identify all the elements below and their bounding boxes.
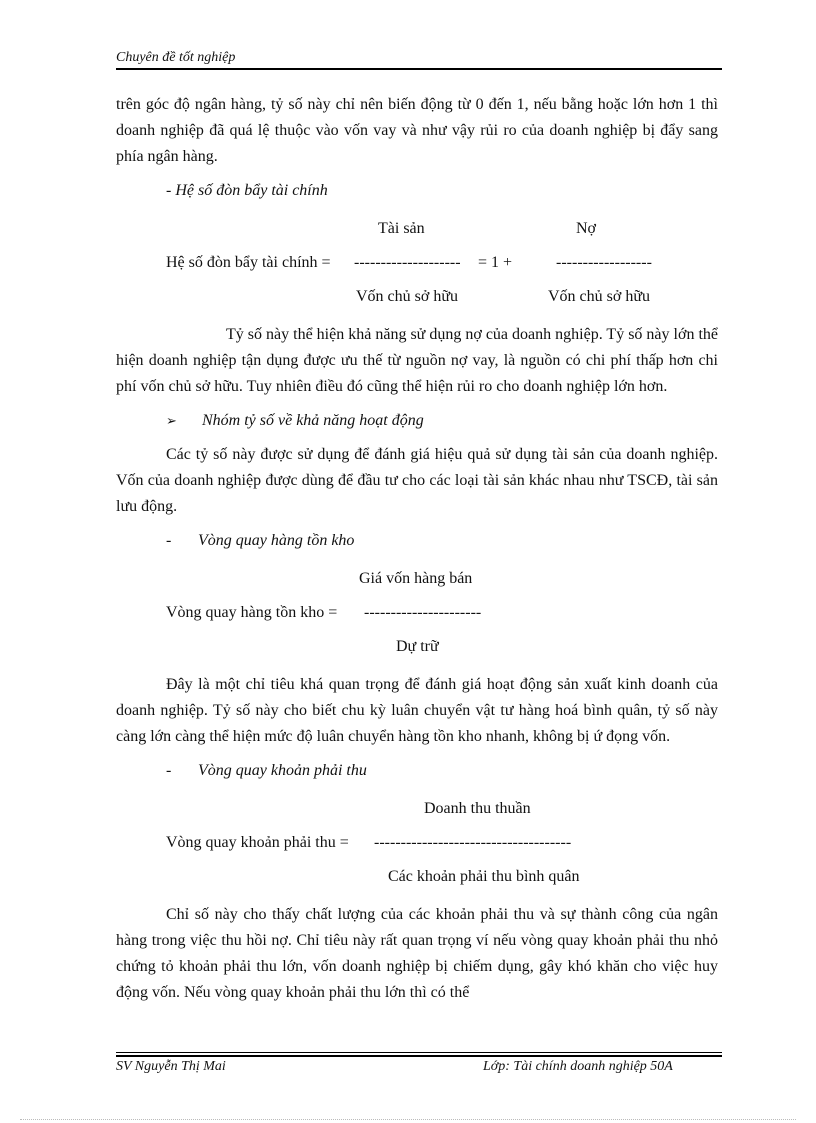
subheading-text: Vòng quay khoản phải thu: [198, 762, 367, 779]
formula-numerator: Doanh thu thuần: [424, 800, 531, 817]
formula-denominator: Các khoản phải thu bình quân: [388, 868, 580, 885]
formula-fraction-bar: ----------------------: [364, 604, 482, 621]
page-header: Chuyên đề tốt nghiệp: [116, 50, 236, 65]
subheading-inventory-turnover: [116, 528, 718, 554]
formula-inventory-denominator: [116, 630, 718, 664]
formula-leverage-numerators: [116, 212, 718, 246]
formula-numerator-debt: Nợ: [576, 220, 597, 237]
formula-denominator-equity: Vốn chủ sở hữu: [356, 288, 459, 305]
footer-class: Lớp: Tài chính doanh nghiệp 50A: [483, 1059, 673, 1074]
formula-numerator: Giá vốn hàng bán: [359, 570, 473, 587]
formula-receivable-line: [116, 826, 718, 860]
subheading-text: Vòng quay hàng tồn kho: [198, 532, 355, 549]
formula-fraction-bar: -------------------------------------: [374, 834, 572, 851]
paragraph-leverage-explain: Tỷ số này thể hiện khả năng sử dụng nợ của doanh nghiệp. Tỷ số này lớn thể hiện doanh nghiệp tận dụng được ưu thế từ nguồn nợ vay, là nguồn có chi phí thấp hơn chi phí vốn chủ sở hữu. Tuy nhiên điều đó cũng thể hiện rủi ro cho doanh nghiệp lớn hơn.: [116, 326, 718, 395]
formula-plus-one: = 1 +: [478, 254, 513, 271]
paragraph-activity-ratios: Các tỷ số này được sử dụng để đánh giá hiệu quả sử dụng tài sản của doanh nghiệp. Vốn của doanh nghiệp được dùng để đầu tư cho các loại tài sản khác nhau như TSCĐ, tài sản lưu động.: [116, 446, 718, 515]
header-rule: [116, 68, 722, 70]
bullet-heading-activity: [116, 408, 718, 434]
paragraph-receivable-explain: Chỉ số này cho thấy chất lượng của các khoản phải thu và sự thành công của ngân hàng trong việc thu hồi nợ. Chỉ tiêu này rất quan trọng ví nếu vòng quay khoản phải thu nhỏ chứng tỏ khoản phải thu lớn, vốn doanh nghiệp bị chiếm dụng, gây khó khăn cho việc huy động vốn. Nếu vòng quay khoản phải thu lớn thì có thể: [116, 906, 718, 1001]
dash-marker: -: [166, 762, 172, 779]
formula-denominator: Dự trữ: [396, 638, 439, 655]
formula-receivable-denominator: [116, 860, 718, 894]
formula-lhs: Vòng quay khoản phải thu =: [166, 834, 349, 851]
formula-leverage-denominators: [116, 280, 718, 314]
formula-numerator-assets: Tài sản: [378, 220, 425, 237]
formula-denominator-equity: Vốn chủ sở hữu: [548, 288, 651, 305]
formula-inventory-numerator: [116, 562, 718, 596]
bullet-heading-text: Nhóm tỷ số về khả năng hoạt động: [202, 412, 424, 429]
dash-marker: -: [166, 532, 172, 549]
subheading-leverage: - Hệ số đòn bẩy tài chính: [166, 182, 328, 199]
paragraph-inventory-explain: Đây là một chỉ tiêu khá quan trọng để đánh giá hoạt động sản xuất kinh doanh của doanh nghiệp. Tỷ số này cho biết chu kỳ luân chuyển vật tư hàng hoá bình quân, tỷ số này càng lớn càng thể hiện mức độ luân chuyển hàng tồn kho nhanh, không bị ứ đọng vốn.: [116, 676, 718, 745]
subheading-receivable-turnover: [116, 758, 718, 784]
formula-fraction-bar: ------------------: [556, 254, 652, 271]
footer-rule: [116, 1052, 722, 1053]
paragraph-bank-perspective: trên góc độ ngân hàng, tỷ số này chỉ nên biến động từ 0 đến 1, nếu bằng hoặc lớn hơn 1 thì doanh nghiệp đã quá lệ thuộc vào vốn vay và như vậy rủi ro của doanh nghiệp bị đẩy sang phía ngân hàng.: [116, 96, 718, 165]
formula-lhs: Vòng quay hàng tồn kho =: [166, 604, 338, 621]
document-body: [116, 92, 718, 1006]
page-bottom-border: [20, 1119, 796, 1120]
footer-rule: [116, 1055, 722, 1057]
formula-receivable-numerator: [116, 792, 718, 826]
arrow-bullet-icon: ➢: [166, 413, 177, 428]
formula-inventory-line: [116, 596, 718, 630]
formula-lhs: Hệ số đòn bẩy tài chính =: [166, 254, 331, 271]
formula-leverage-line: [116, 246, 718, 280]
formula-fraction-bar: --------------------: [354, 254, 461, 271]
footer-author: SV Nguyễn Thị Mai: [116, 1059, 226, 1074]
